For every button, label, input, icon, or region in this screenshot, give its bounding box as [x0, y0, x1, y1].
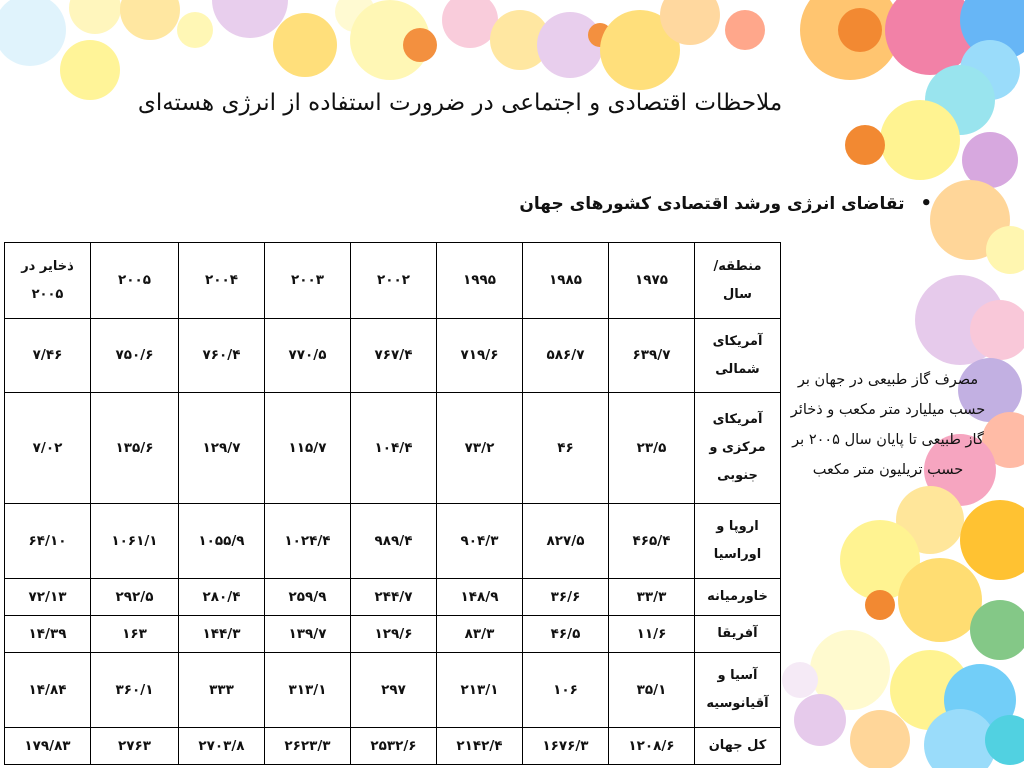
value-cell: ۷۵۰/۶	[91, 319, 179, 393]
value-cell: ۱۰۶۱/۱	[91, 504, 179, 579]
value-cell: ۴۶۵/۴	[609, 504, 695, 579]
value-cell: ۱۰۵۵/۹	[179, 504, 265, 579]
value-cell: ۷۱۹/۶	[437, 319, 523, 393]
value-cell: ۹۸۹/۴	[351, 504, 437, 579]
value-cell: ۱۳۵/۶	[91, 393, 179, 504]
value-cell: ۱۲۹/۷	[179, 393, 265, 504]
value-cell: ۷/۴۶	[5, 319, 91, 393]
value-cell: ۱۰۶	[523, 653, 609, 728]
value-cell: ۱۱۵/۷	[265, 393, 351, 504]
value-cell: ۲۹۲/۵	[91, 579, 179, 616]
value-cell: ۸۳/۳	[437, 616, 523, 653]
value-cell: ۶۴/۱۰	[5, 504, 91, 579]
value-cell: ۴۶	[523, 393, 609, 504]
header-cell: ۲۰۰۴	[179, 243, 265, 319]
table-row	[5, 653, 781, 728]
value-cell: ۲۹۷	[351, 653, 437, 728]
header-cell: ۲۰۰۵	[91, 243, 179, 319]
table-row	[5, 504, 781, 579]
value-cell: ۲۳/۵	[609, 393, 695, 504]
region-cell: آسیا و آقیانوسیه	[695, 653, 781, 728]
value-cell: ۲۱۴۲/۴	[437, 728, 523, 765]
value-cell: ۳۱۳/۱	[265, 653, 351, 728]
value-cell: ۲۵۹/۹	[265, 579, 351, 616]
value-cell: ۱۲۹/۶	[351, 616, 437, 653]
value-cell: ۱۴/۳۹	[5, 616, 91, 653]
header-cell: منطقه/ سال	[695, 243, 781, 319]
header-cell: ۱۹۷۵	[609, 243, 695, 319]
region-cell: خاورمیانه	[695, 579, 781, 616]
value-cell: ۱۰۴/۴	[351, 393, 437, 504]
region-cell: آمریکای شمالی	[695, 319, 781, 393]
value-cell: ۹۰۴/۳	[437, 504, 523, 579]
value-cell: ۴۶/۵	[523, 616, 609, 653]
value-cell: ۷۶۰/۴	[179, 319, 265, 393]
value-cell: ۳۶/۶	[523, 579, 609, 616]
table-row	[5, 319, 781, 393]
header-cell: ۲۰۰۲	[351, 243, 437, 319]
bullet-dot-icon: •	[920, 193, 932, 214]
value-cell: ۱۴/۸۴	[5, 653, 91, 728]
value-cell: ۷۷۰/۵	[265, 319, 351, 393]
table-row	[5, 579, 781, 616]
value-cell: ۲۷۶۳	[91, 728, 179, 765]
value-cell: ۲۵۳۲/۶	[351, 728, 437, 765]
gas-consumption-table	[4, 242, 781, 765]
value-cell: ۱۷۹/۸۳	[5, 728, 91, 765]
header-cell: ذخایر در ۲۰۰۵	[5, 243, 91, 319]
value-cell: ۲۴۴/۷	[351, 579, 437, 616]
table-row	[5, 393, 781, 504]
header-cell: ۲۰۰۳	[265, 243, 351, 319]
bullet-item	[332, 193, 932, 214]
value-cell: ۲۷۰۳/۸	[179, 728, 265, 765]
value-cell: ۳۳/۳	[609, 579, 695, 616]
value-cell: ۱۳۹/۷	[265, 616, 351, 653]
value-cell: ۱۴۸/۹	[437, 579, 523, 616]
value-cell: ۳۵/۱	[609, 653, 695, 728]
table-header-row	[5, 243, 781, 319]
value-cell: ۷۲/۱۳	[5, 579, 91, 616]
region-cell: آفریقا	[695, 616, 781, 653]
value-cell: ۱۱/۶	[609, 616, 695, 653]
side-note: مصرف گاز طبیعی در جهان بر حسب میلیارد متر مکعب و ذخائر گاز طبیعی تا پایان سال ۲۰۰۵ بر حسب تریلیون متر مکعب	[790, 372, 986, 478]
value-cell: ۳۳۳	[179, 653, 265, 728]
value-cell: ۱۲۰۸/۶	[609, 728, 695, 765]
value-cell: ۲۸۰/۴	[179, 579, 265, 616]
value-cell: ۷۶۷/۴	[351, 319, 437, 393]
value-cell: ۸۲۷/۵	[523, 504, 609, 579]
value-cell: ۲۶۲۳/۳	[265, 728, 351, 765]
table-row	[5, 616, 781, 653]
table-row	[5, 728, 781, 765]
slide-title: ملاحظات اقتصادی و اجتماعی در ضرورت استفاده از انرژی هسته‌ای	[137, 90, 783, 116]
value-cell: ۱۰۲۴/۴	[265, 504, 351, 579]
value-cell: ۱۶۳	[91, 616, 179, 653]
region-cell: کل جهان	[695, 728, 781, 765]
value-cell: ۱۴۴/۳	[179, 616, 265, 653]
value-cell: ۷۳/۲	[437, 393, 523, 504]
header-cell: ۱۹۹۵	[437, 243, 523, 319]
value-cell: ۳۶۰/۱	[91, 653, 179, 728]
value-cell: ۱۶۷۶/۳	[523, 728, 609, 765]
value-cell: ۵۸۶/۷	[523, 319, 609, 393]
bullet-text: تقاضای انرژی ورشد اقتصادی کشورهای جهان	[519, 194, 905, 214]
value-cell: ۶۳۹/۷	[609, 319, 695, 393]
value-cell: ۲۱۳/۱	[437, 653, 523, 728]
region-cell: اروپا و اوراسیا	[695, 504, 781, 579]
header-cell: ۱۹۸۵	[523, 243, 609, 319]
value-cell: ۷/۰۲	[5, 393, 91, 504]
region-cell: آمریکای مرکزی و جنوبی	[695, 393, 781, 504]
